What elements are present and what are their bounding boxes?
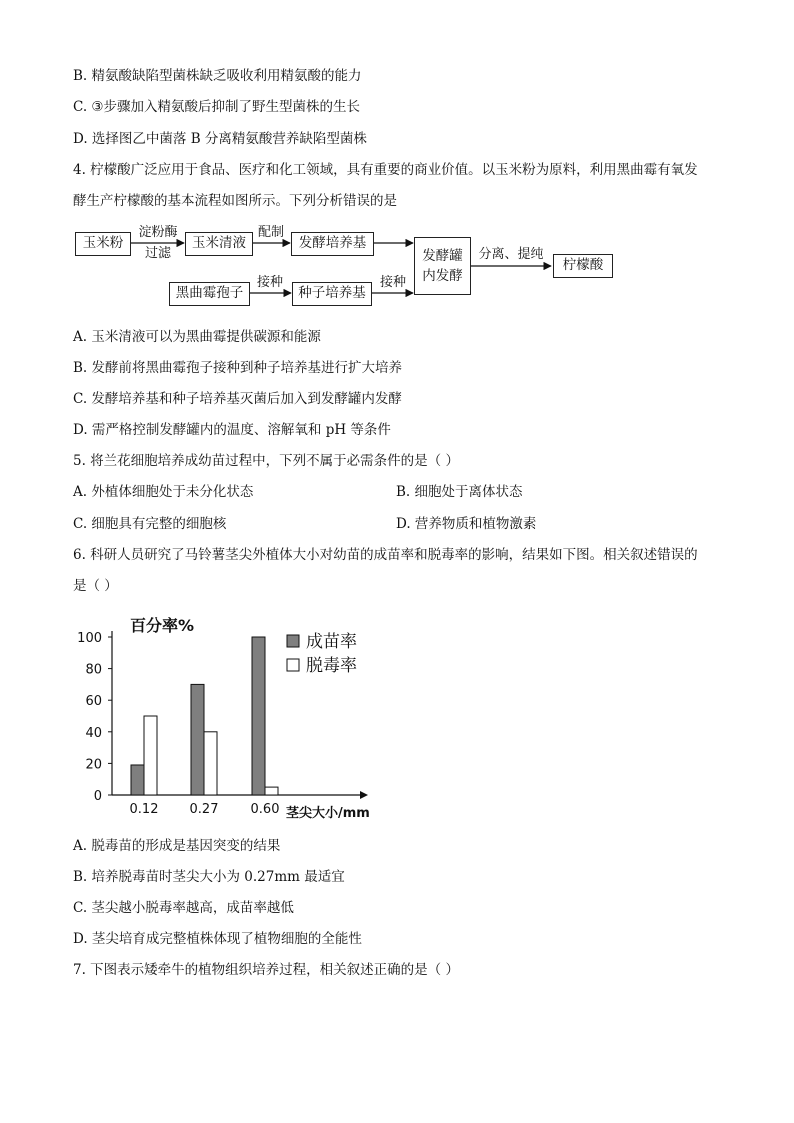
x-tick-label: 0.27 <box>189 802 219 817</box>
tank-label-line2: 内发酵 <box>422 268 463 284</box>
q4-option-a: A. 玉米清液可以为黑曲霉提供碳源和能源 <box>73 329 321 345</box>
spores-box: 黑曲霉孢子 <box>169 282 250 306</box>
q5-option-d: D. 营养物质和植物激素 <box>396 516 537 532</box>
y-tick-label: 0 <box>93 789 102 804</box>
bar-seedling-rate <box>191 684 204 795</box>
q4-stem-line2: 酵生产柠檬酸的基本流程如图所示。下列分析错误的是 <box>73 193 397 209</box>
corn-powder-box: 玉米粉 <box>75 232 131 256</box>
inoculate-label-1: 接种 <box>256 275 283 290</box>
ferment-medium-box: 发酵培养基 <box>291 232 374 256</box>
q3-option-b: B. 精氨酸缺陷型菌株缺乏吸收利用精氨酸的能力 <box>73 68 362 84</box>
separate-label: 分离、提纯 <box>478 247 544 262</box>
legend-swatch <box>287 635 299 647</box>
q6-option-a: A. 脱毒苗的形成是基因突变的结果 <box>73 838 281 854</box>
q6-option-b: B. 培养脱毒苗时茎尖大小为 0.27mm 最适宜 <box>73 869 345 885</box>
q5-option-a: A. 外植体细胞处于未分化状态 <box>73 484 254 500</box>
prepare-label: 配制 <box>257 225 284 240</box>
inoculate-label-2: 接种 <box>379 275 406 290</box>
x-axis-label: 茎尖大小/mm <box>286 806 370 821</box>
legend-label: 成苗率 <box>306 632 357 652</box>
q6-option-c: C. 茎尖越小脱毒率越高，成苗率越低 <box>73 900 294 916</box>
q6-stem-line1: 6. 科研人员研究了马铃薯茎尖外植体大小对幼苗的成苗率和脱毒率的影响，结果如下图。相关叙述错误的 <box>73 547 698 563</box>
x-tick-label: 0.12 <box>129 802 159 817</box>
bar-virus-free-rate <box>265 787 278 795</box>
y-tick-label: 100 <box>77 631 102 646</box>
bar-seedling-rate <box>131 765 144 795</box>
q4-option-b: B. 发酵前将黑曲霉孢子接种到种子培养基进行扩大培养 <box>73 360 403 376</box>
q5-option-c: C. 细胞具有完整的细胞核 <box>73 516 227 532</box>
q4-stem-line1: 4. 柠檬酸广泛应用于食品、医疗和化工领域，具有重要的商业价值。以玉米粉为原料，利用黑曲霉有氧发 <box>73 162 698 178</box>
x-axis-arrowhead <box>360 791 368 799</box>
bar-virus-free-rate <box>204 732 217 795</box>
fermentation-tank-box <box>414 237 471 295</box>
tank-label-line1: 发酵罐 <box>422 248 463 264</box>
q7-stem: 7. 下图表示矮牵牛的植物组织培养过程，相关叙述正确的是（ ） <box>73 962 459 978</box>
legend-label: 脱毒率 <box>306 656 357 676</box>
bar-seedling-rate <box>252 637 265 795</box>
bar-virus-free-rate <box>144 716 157 795</box>
q6-option-d: D. 茎尖培育成完整植株体现了植物细胞的全能性 <box>73 931 362 947</box>
filter-label: 过滤 <box>144 246 171 261</box>
x-tick-label: 0.60 <box>250 802 280 817</box>
corn-liquid-box: 玉米清液 <box>185 232 253 256</box>
q5-option-b: B. 细胞处于离体状态 <box>396 484 523 500</box>
y-tick-label: 20 <box>85 757 102 773</box>
q5-stem: 5. 将兰花细胞培养成幼苗过程中，下列不属于必需条件的是（ ） <box>73 453 459 469</box>
y-tick-label: 80 <box>85 662 102 678</box>
q3-option-d: D. 选择图乙中菌落 B 分离精氨酸营养缺陷型菌株 <box>73 131 367 147</box>
y-tick-label: 60 <box>85 694 102 710</box>
q3-option-c: C. ③步骤加入精氨酸后抑制了野生型菌株的生长 <box>73 99 361 115</box>
y-tick-label: 40 <box>85 725 102 741</box>
enzyme-label: 淀粉酶 <box>138 225 178 240</box>
q6-bar-chart <box>60 605 390 830</box>
seed-medium-box: 种子培养基 <box>292 282 372 306</box>
y-axis-label: 百分率% <box>130 616 195 635</box>
q6-stem-line2: 是（ ） <box>73 578 118 594</box>
flow-arrows <box>0 0 794 320</box>
q4-option-d: D. 需严格控制发酵罐内的温度、溶解氧和 pH 等条件 <box>73 422 391 438</box>
citric-acid-box: 柠檬酸 <box>553 254 613 278</box>
legend-swatch <box>287 659 299 671</box>
q4-option-c: C. 发酵培养基和种子培养基灭菌后加入到发酵罐内发酵 <box>73 391 402 407</box>
